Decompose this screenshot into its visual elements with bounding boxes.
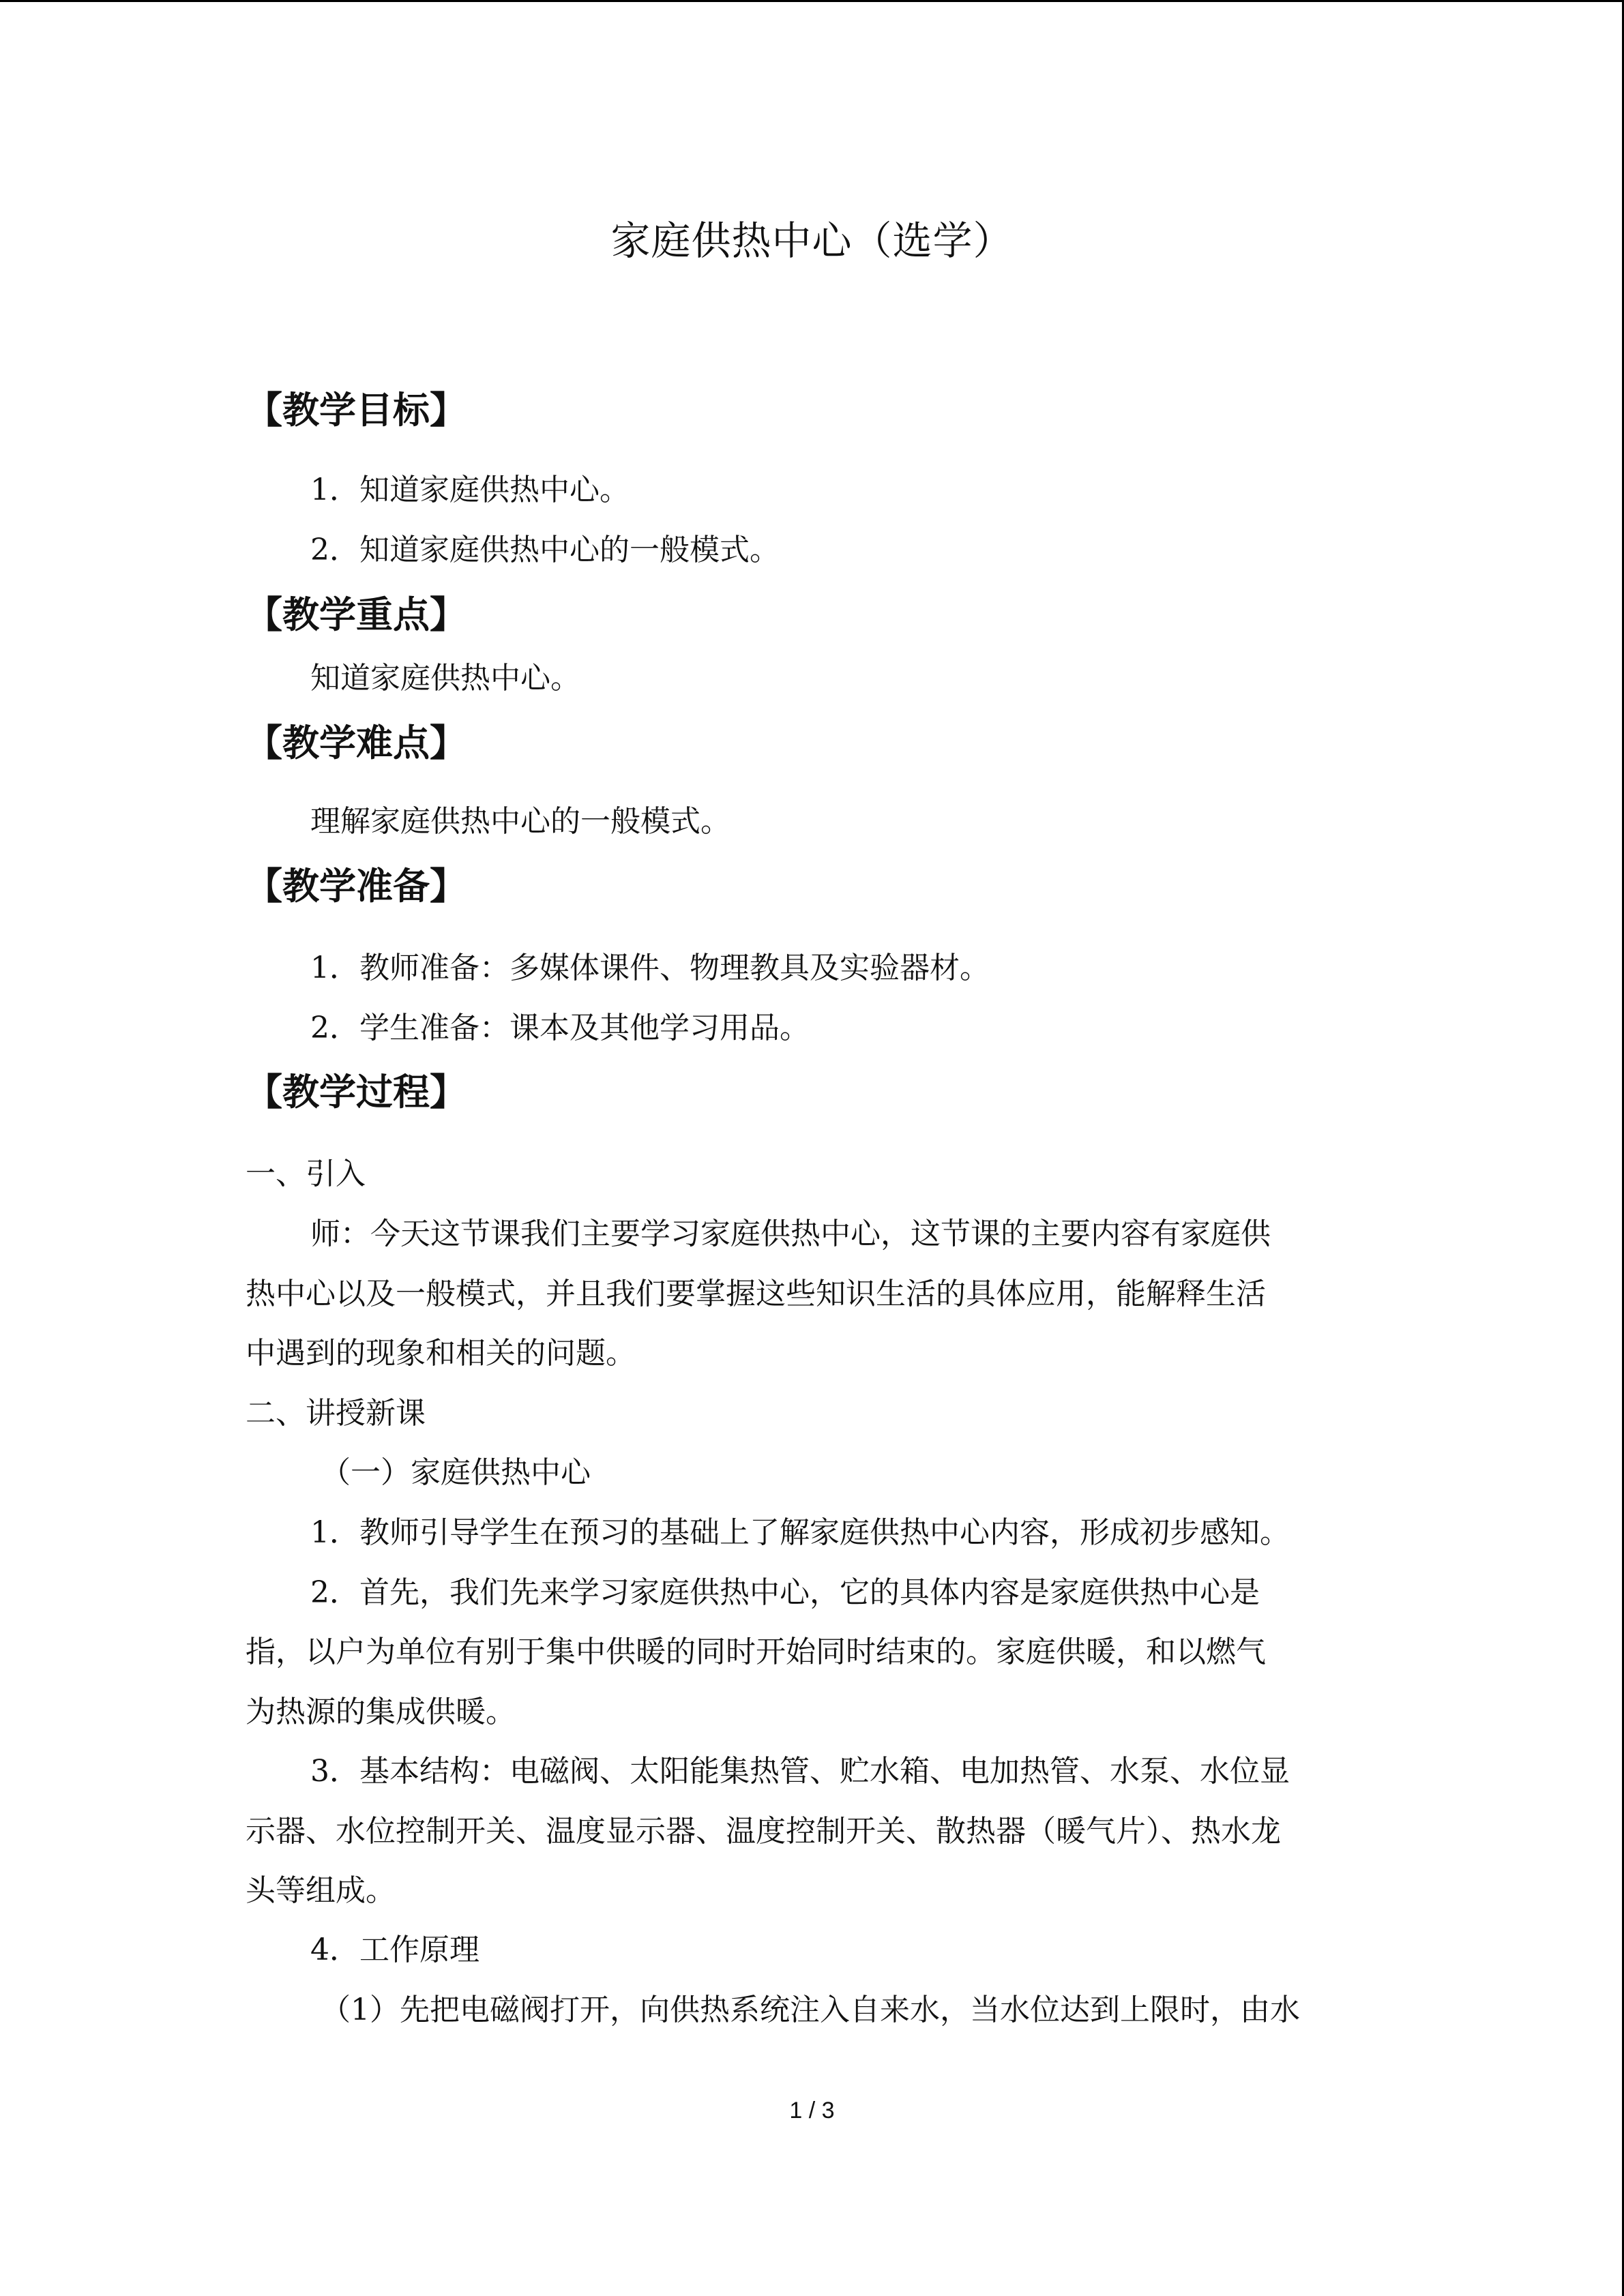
page-title: 家庭供热中心（选学） — [610, 218, 1014, 264]
preparation-item-2: 2．学生准备：课本及其他学习用品。 — [310, 1011, 810, 1045]
preparation-item-1: 1．教师准备：多媒体课件、物理教具及实验器材。 — [310, 951, 990, 985]
new-lesson-label: 二、讲授新课 — [246, 1396, 426, 1431]
intro-label: 一、引入 — [246, 1157, 366, 1191]
intro-line-1: 师：今天这节课我们主要学习家庭供热中心，这节课的主要内容有家庭供 — [310, 1217, 1271, 1251]
step-4-label: 4．工作原理 — [310, 1933, 479, 1967]
step-3-line-1: 3．基本结构：电磁阀、太阳能集热管、贮水箱、电加热管、水泵、水位显 — [310, 1754, 1290, 1789]
objective-item-1: 1．知道家庭供热中心。 — [310, 473, 630, 507]
page-number: 1 / 3 — [789, 2098, 835, 2123]
step-1: 1．教师引导学生在预习的基础上了解家庭供热中心内容，形成初步感知。 — [310, 1515, 1290, 1550]
step-2-line-3: 为热源的集成供暖。 — [246, 1695, 516, 1729]
step-4-1: （1）先把电磁阀打开，向供热系统注入自来水，当水位达到上限时，由水 — [321, 1993, 1300, 2027]
step-2-line-2: 指，以户为单位有别于集中供暖的同时开始同时结束的。家庭供暖，和以燃气 — [246, 1635, 1266, 1669]
step-3-line-3: 头等组成。 — [246, 1873, 396, 1908]
heading-key-points: 【教学重点】 — [246, 593, 467, 636]
step-2-line-1: 2．首先，我们先来学习家庭供热中心，它的具体内容是家庭供热中心是 — [310, 1575, 1260, 1610]
heading-process: 【教学过程】 — [246, 1071, 467, 1114]
sub-section-label: （一）家庭供热中心 — [321, 1455, 591, 1490]
key-points-text: 知道家庭供热中心。 — [310, 661, 580, 696]
intro-line-3: 中遇到的现象和相关的问题。 — [246, 1336, 636, 1371]
difficulties-text: 理解家庭供热中心的一般模式。 — [310, 804, 730, 839]
objective-item-2: 2．知道家庭供热中心的一般模式。 — [310, 533, 780, 567]
heading-preparation: 【教学准备】 — [246, 865, 467, 908]
intro-line-2: 热中心以及一般模式，并且我们要掌握这些知识生活的具体应用，能解释生活 — [246, 1277, 1266, 1311]
heading-objectives: 【教学目标】 — [246, 389, 467, 432]
step-3-line-2: 示器、水位控制开关、温度显示器、温度控制开关、散热器（暖气片）、热水龙 — [246, 1814, 1281, 1849]
heading-difficulties: 【教学难点】 — [246, 721, 467, 764]
